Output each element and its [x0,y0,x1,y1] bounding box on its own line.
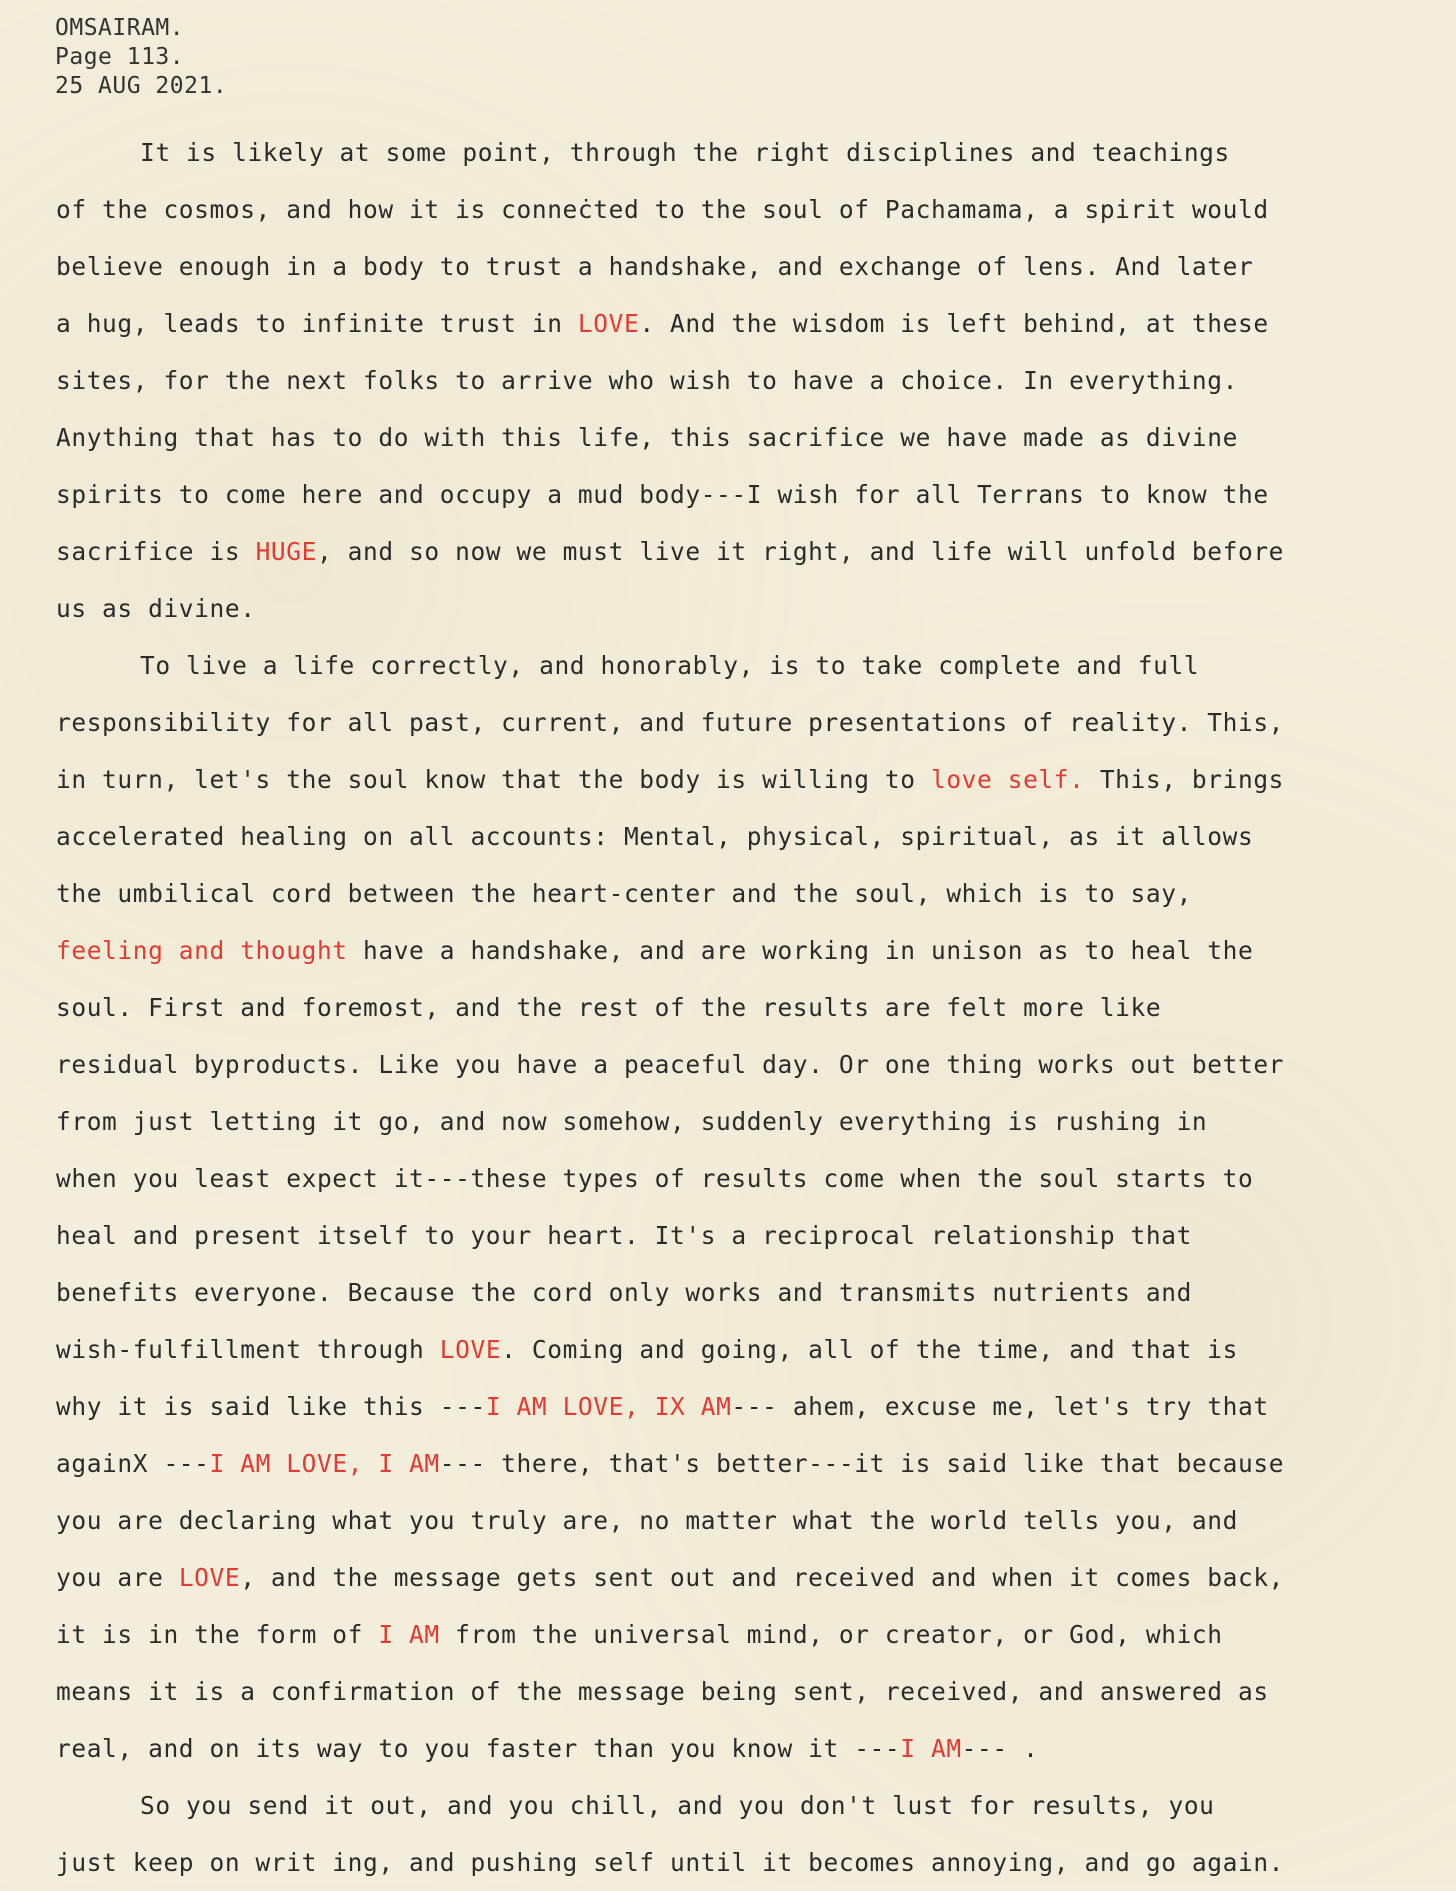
text-segment: why it is said like this --- [56,1392,486,1421]
text-segment: This, brings [1084,765,1285,794]
text-line [56,409,1436,466]
text-segment: it is in the form of [56,1620,379,1649]
paragraph-start-line [56,1777,1436,1834]
text-segment: benefits everyone. Because the cord only works and transmits nutrients and [56,1278,1192,1307]
text-segment: . And the wisdom is left behind, at these [639,309,1269,338]
text-segment: from the universal mind, or creator, or God, which [439,1620,1223,1649]
text-segment: --- . [961,1734,1039,1763]
body-text [56,124,1436,1891]
text-line [56,1093,1436,1150]
red-emphasis-text: LOVE [577,309,640,338]
red-emphasis-text: I AM LOVE, I AM [209,1449,440,1478]
red-emphasis-text: feeling and thought [56,936,348,965]
text-segment: have a handshake, and are working in unison as to heal the [347,936,1254,965]
text-line [56,1720,1436,1777]
text-segment: --- there, that's better---it is said like that because [439,1449,1285,1478]
text-line [56,865,1436,922]
text-segment: you are declaring what you truly are, no matter what the world tells you, and [56,1506,1238,1535]
red-emphasis-text: LOVE [178,1563,241,1592]
text-line [56,1150,1436,1207]
text-line [56,751,1436,808]
text-line [56,808,1436,865]
text-segment: from just letting it go, and now somehow, suddenly everything is rushing in [56,1107,1208,1136]
text-line [56,1378,1436,1435]
text-segment: accelerated healing on all accounts: Mental, physical, spiritual, as it allows [56,822,1254,851]
text-line [56,1492,1436,1549]
paragraph-start-line [56,124,1436,181]
text-segment: believe enough in a body to trust a handshake, and exchange of lens. And later [56,252,1254,281]
text-line [56,979,1436,1036]
text-segment: . Coming and going, all of the time, and that is [501,1335,1238,1364]
text-line [56,694,1436,751]
page-header [55,14,227,101]
text-line [56,1435,1436,1492]
text-segment: It is likely at some point, through the right disciplines and teachings [140,138,1230,167]
red-emphasis-text: LOVE [439,1335,502,1364]
text-segment: againX --- [56,1449,210,1478]
text-segment: of the cosmos, and how it is conneċted to the soul of Pachamama, a spirit would [56,195,1269,224]
text-segment: when you least expect it---these types of results come when the soul starts to [56,1164,1254,1193]
text-line [56,1549,1436,1606]
text-segment: Anything that has to do with this life, this sacrifice we have made as divine [56,423,1238,452]
red-emphasis-text: I AM [900,1734,962,1763]
red-emphasis-text: I AM LOVE, IX AM [485,1392,732,1421]
text-line [56,523,1436,580]
text-segment: heal and present itself to your heart. It's a reciprocal relationship that [56,1221,1192,1250]
text-line [56,1264,1436,1321]
text-segment: sites, for the next folks to arrive who wish to have a choice. In everything. [56,366,1238,395]
text-line [56,466,1436,523]
header-page-number: Page 113. [55,44,185,70]
text-line [56,1321,1436,1378]
text-segment: To live a life correctly, and honorably, is to take complete and full [140,651,1200,680]
text-line [56,238,1436,295]
red-emphasis-text: love self. [930,765,1085,794]
text-segment: soul. First and foremost, and the rest of the results are felt more like [56,993,1162,1022]
text-segment: just keep on writ ing, and pushing self until it becomes annoying, and go again. [56,1848,1285,1877]
text-segment: responsibility for all past, current, and future presentations of reality. This, [56,708,1285,737]
red-emphasis-text: I AM [378,1620,440,1649]
text-segment: you are [56,1563,179,1592]
text-line [56,1036,1436,1093]
text-segment: in turn, let's the soul know that the body is willing to [56,765,931,794]
text-line [56,352,1436,409]
text-line [56,181,1436,238]
text-line [56,922,1436,979]
red-emphasis-text: HUGE [255,537,317,566]
header-date: 25 AUG 2021. [55,73,228,99]
text-line [56,295,1436,352]
text-line [56,1663,1436,1720]
text-segment: , and so now we must live it right, and life will unfold before [316,537,1285,566]
text-line [56,1207,1436,1264]
paragraph-start-line [56,637,1436,694]
text-line [56,580,1436,637]
text-segment: So you send it out, and you chill, and you don't lust for results, you [140,1791,1215,1820]
text-segment: spirits to come here and occupy a mud body---I wish for all Terrans to know the [56,480,1269,509]
text-segment: a hug, leads to infinite trust in [56,309,578,338]
text-segment: , and the message gets sent out and received and when it comes back, [240,1563,1285,1592]
text-segment: us as divine. [56,594,256,623]
text-segment: sacrifice is [56,537,256,566]
text-line [56,1834,1436,1891]
text-segment: means it is a confirmation of the message being sent, received, and answered as [56,1677,1269,1706]
text-segment: real, and on its way to you faster than you know it --- [56,1734,901,1763]
text-segment: the umbilical cord between the heart-center and the soul, which is to say, [56,879,1192,908]
text-line [56,1606,1436,1663]
text-segment: residual byproducts. Like you have a peaceful day. Or one thing works out better [56,1050,1285,1079]
text-segment: --- ahem, excuse me, let's try that [731,1392,1269,1421]
text-segment: wish-fulfillment through [56,1335,440,1364]
header-title: OMSAIRAM. [55,15,185,41]
